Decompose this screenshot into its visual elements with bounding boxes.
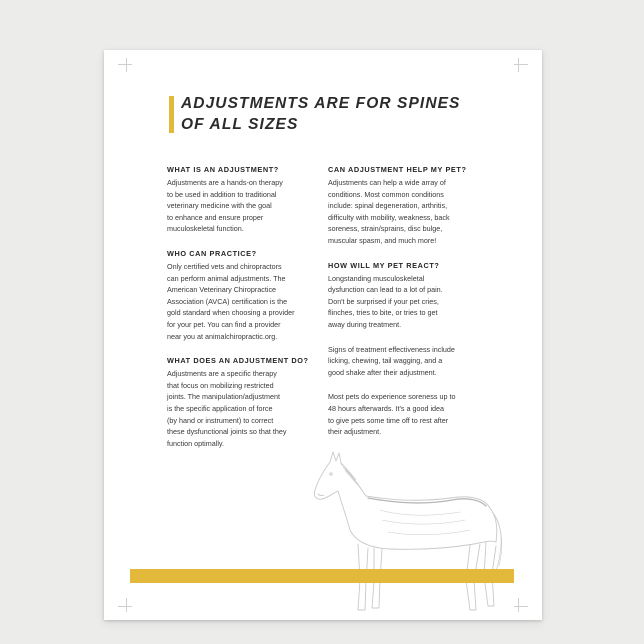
section-heading: HOW WILL MY PET REACT? [328, 260, 440, 270]
section-body: Adjustments are a hands-on therapy to be used in addition to traditional veterinary medicine with the goal to enhance and ensure proper muculoskeletal function. [167, 178, 283, 234]
section-body: Only certified vets and chiropractors can perform animal adjustments. The American Veterinary Chiropractice Association (AVCA) certification is the gold standard when choosing a provider for your pet. You can find a provider near you at animalchiropractic.org. [167, 261, 295, 341]
flyer-title [181, 93, 511, 135]
title-line-1: ADJUSTMENTS ARE FOR SPINES [181, 95, 461, 112]
right-column [328, 164, 484, 451]
flyer-card [104, 50, 542, 620]
section-heading: WHAT DOES AN ADJUSTMENT DO? [167, 356, 309, 366]
left-column [167, 164, 317, 462]
title-accent-bar [169, 96, 174, 133]
section-body: Most pets do experience soreness up to 48 hours afterwards. It's a good idea to give pets some time off to rest after their adjustment. [328, 392, 456, 437]
crop-mark-br-v [518, 598, 519, 612]
bottom-accent-bar [130, 569, 514, 583]
crop-mark-tr-v [518, 58, 519, 72]
crop-mark-tl-h [118, 64, 132, 65]
section-heading: CAN ADJUSTMENT HELP MY PET? [328, 165, 467, 174]
section-body: Adjustments can help a wide array of conditions. Most common conditions include: spinal degeneration, arthritis, difficulty with mobility, weakness, back soreness, strain/sprains, disc bulge, muscular spasm, and much more! [328, 178, 450, 245]
section-heading: WHO CAN PRACTICE? [167, 248, 257, 258]
horse-sketch-illustration [310, 450, 510, 615]
section-body: Signs of treatment effectiveness include licking, chewing, tail wagging, and a good shake after their adjustment. [328, 344, 455, 377]
crop-mark-tl-v [126, 58, 127, 72]
title-line-2: OF ALL SIZES [181, 116, 299, 133]
crop-mark-bl-h [118, 606, 132, 607]
crop-mark-bl-v [126, 598, 127, 612]
section-heading: WHAT IS AN ADJUSTMENT? [167, 165, 279, 174]
crop-mark-br-h [514, 606, 528, 607]
crop-mark-tr-h [514, 64, 528, 65]
section-body: Adjustments are a specific therapy that focus on mobilizing restricted joints. The manipulation/adjustment is the specific application of force (by hand or instrument) to correct these dysfunctional joints so that they function optimally. [167, 369, 287, 448]
section-body: Longstanding musculoskeletal dysfunction can lead to a lot of pain. Don't be surprised if your pet cries, flinches, tries to bite, or tries to get away during treatment. [328, 273, 443, 329]
